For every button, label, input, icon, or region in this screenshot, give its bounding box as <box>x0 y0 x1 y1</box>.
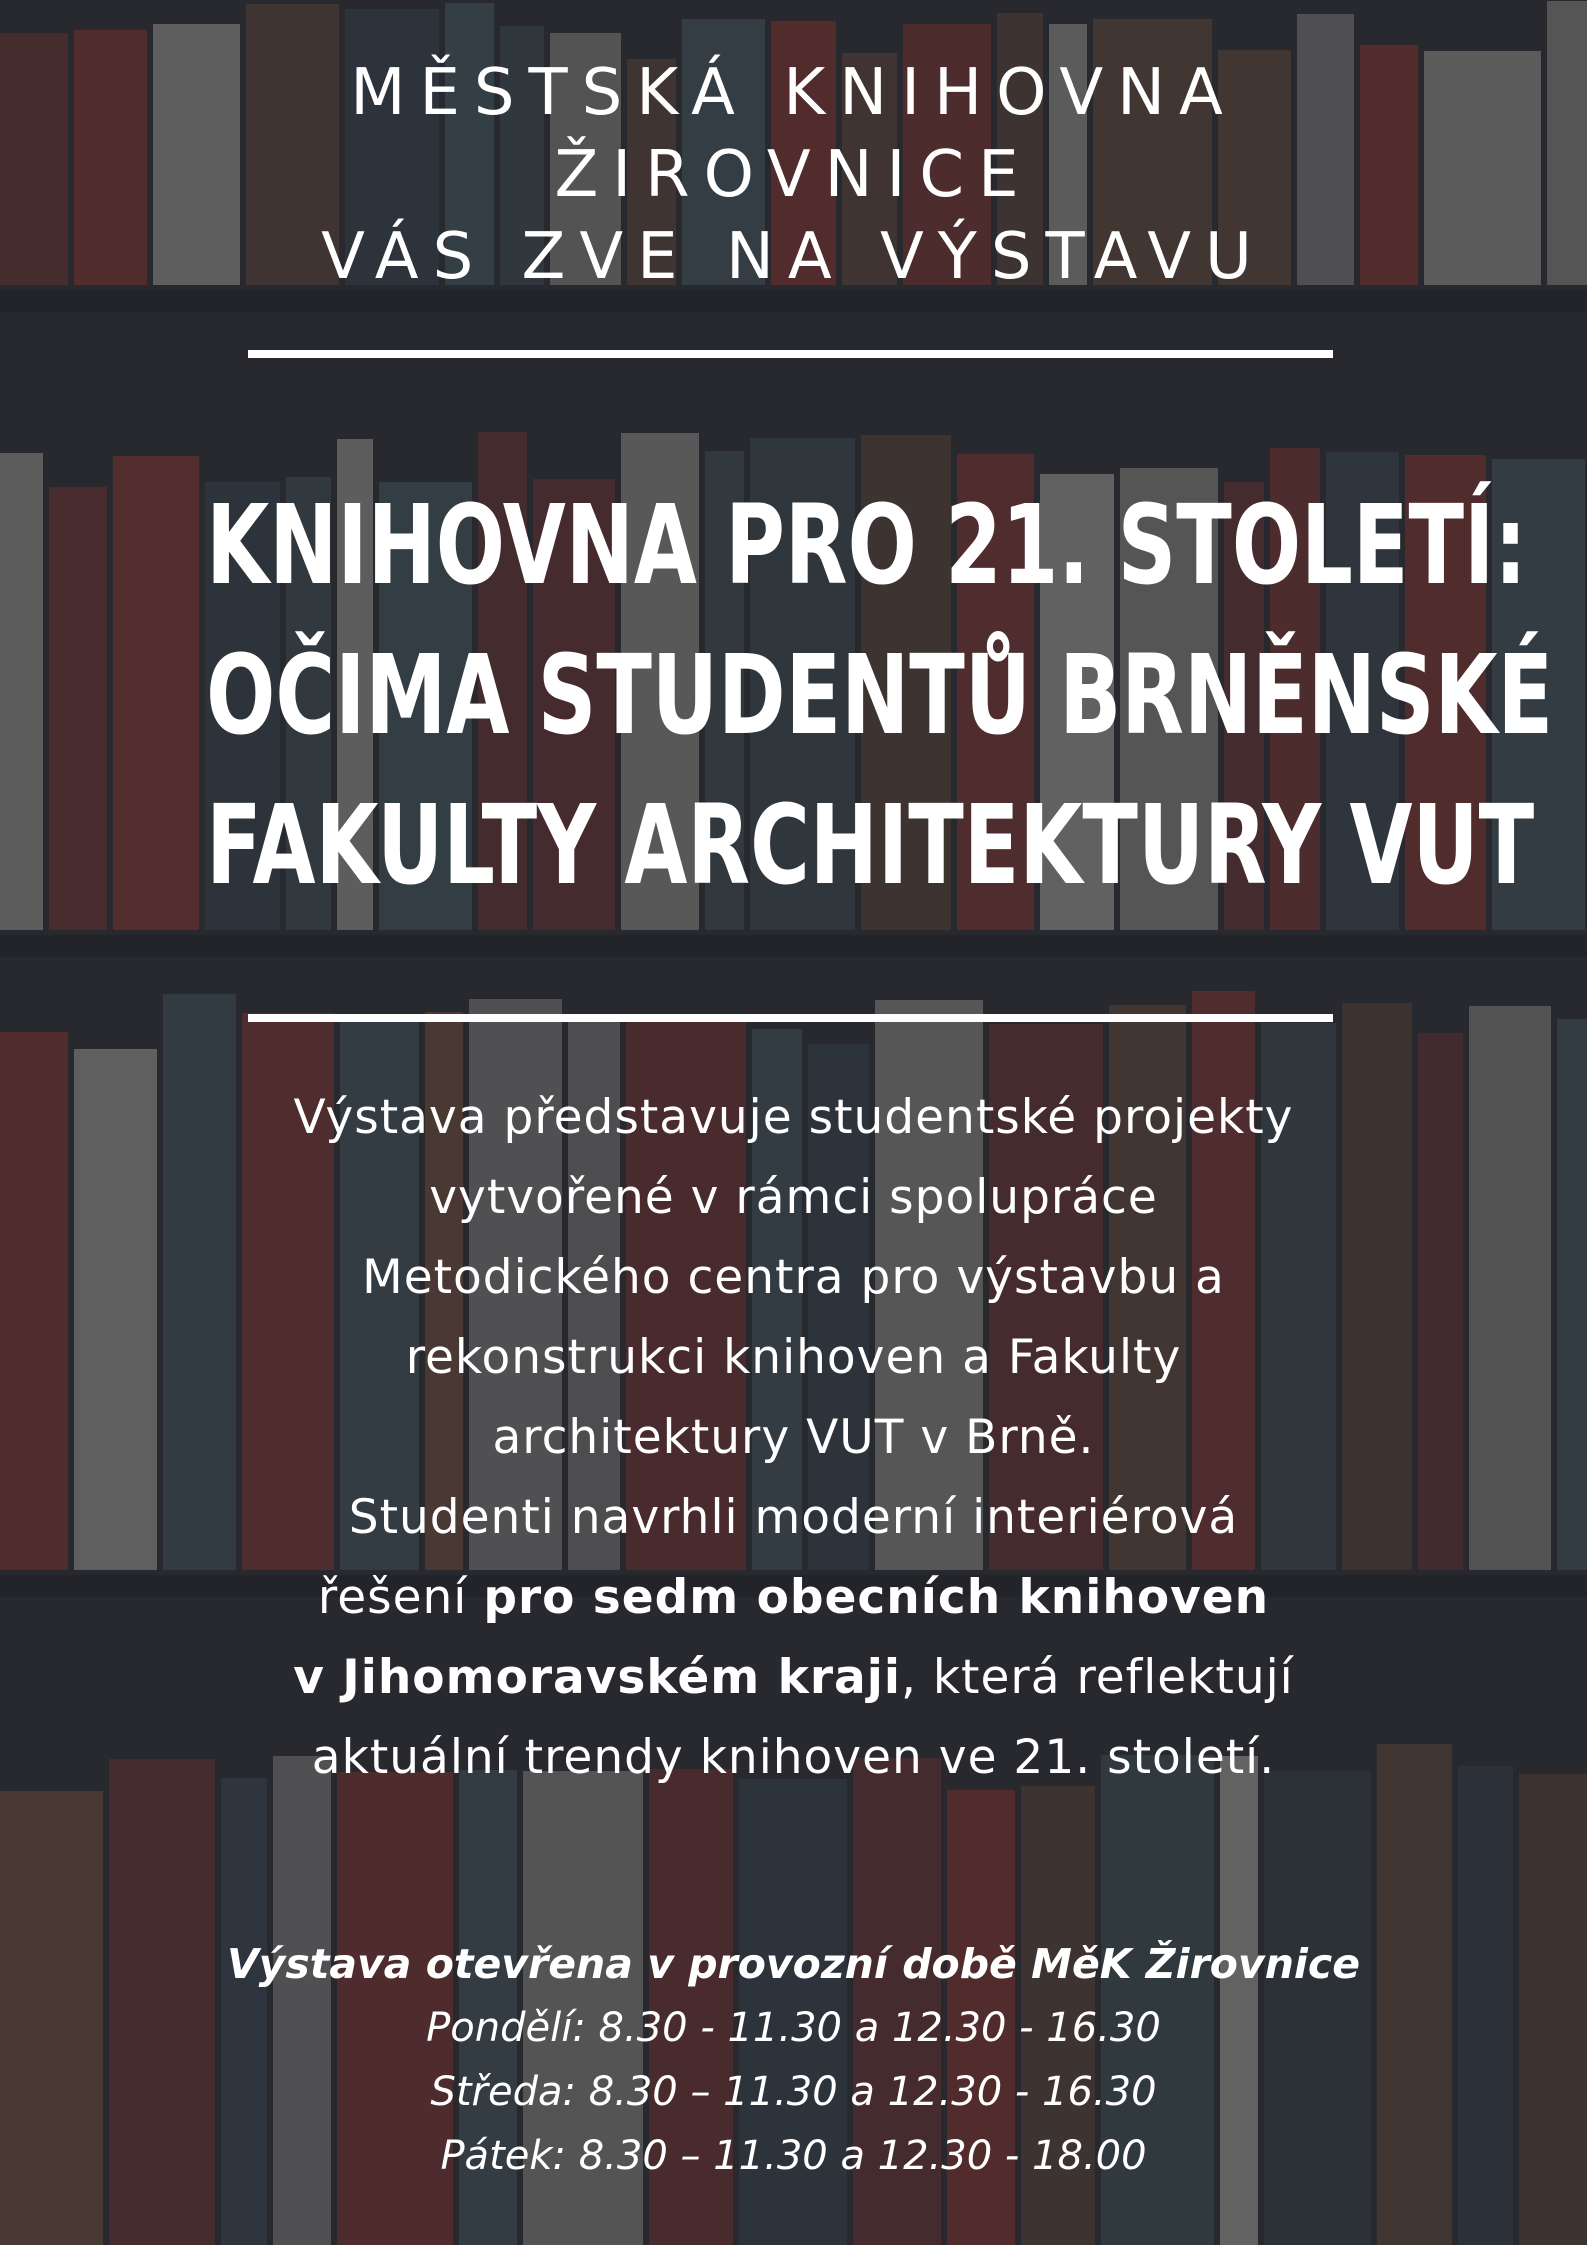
opening-hours-wednesday: Středa: 8.30 – 11.30 a 12.30 - 16.30 <box>430 2069 1157 2115</box>
divider-bottom <box>248 1014 1333 1022</box>
exhibition-title <box>206 470 1554 920</box>
exhibition-description <box>150 1078 1437 1798</box>
opening-hours-monday: Pondělí: 8.30 - 11.30 a 12.30 - 16.30 <box>426 2005 1161 2051</box>
title-line-1: KNIHOVNA PRO 21. STOLETÍ: <box>206 481 1527 609</box>
title-line-3: FAKULTY ARCHITEKTURY VUT <box>206 781 1535 909</box>
opening-hours <box>0 1932 1587 2188</box>
header-line-town: ŽIROVNICE <box>554 138 1033 212</box>
description-line: Studenti navrhli moderní interiérová <box>348 1490 1239 1545</box>
description-line <box>150 1558 1437 1638</box>
description-line: Metodického centra pro výstavbu a <box>362 1250 1225 1305</box>
description-emphasis: v Jihomoravském kraji <box>293 1650 901 1705</box>
invitation-header <box>0 52 1587 298</box>
description-line: rekonstrukci knihoven a Fakulty <box>405 1330 1182 1385</box>
description-text: , která reflektují <box>900 1650 1294 1705</box>
opening-hours-friday: Pátek: 8.30 – 11.30 a 12.30 - 18.00 <box>440 2133 1147 2179</box>
description-line: aktuální trendy knihoven ve 21. století. <box>311 1730 1276 1785</box>
description-emphasis: pro sedm obecních knihoven <box>483 1570 1270 1625</box>
header-line-library: MĚSTSKÁ KNIHOVNA <box>350 56 1237 130</box>
description-line: vytvořené v rámci spolupráce <box>429 1170 1158 1225</box>
divider-top <box>248 350 1333 358</box>
header-line-invite: VÁS ZVE NA VÝSTAVU <box>321 220 1266 294</box>
description-line: architektury VUT v Brně. <box>492 1410 1095 1465</box>
title-line-2: OČIMA STUDENTŮ BRNĚNSKÉ <box>206 631 1554 759</box>
description-line <box>150 1638 1437 1718</box>
opening-hours-title: Výstava otevřena v provozní době MěK Žirovnice <box>226 1940 1361 1988</box>
description-line: Výstava představuje studentské projekty <box>293 1090 1294 1145</box>
description-text: řešení <box>317 1570 484 1625</box>
